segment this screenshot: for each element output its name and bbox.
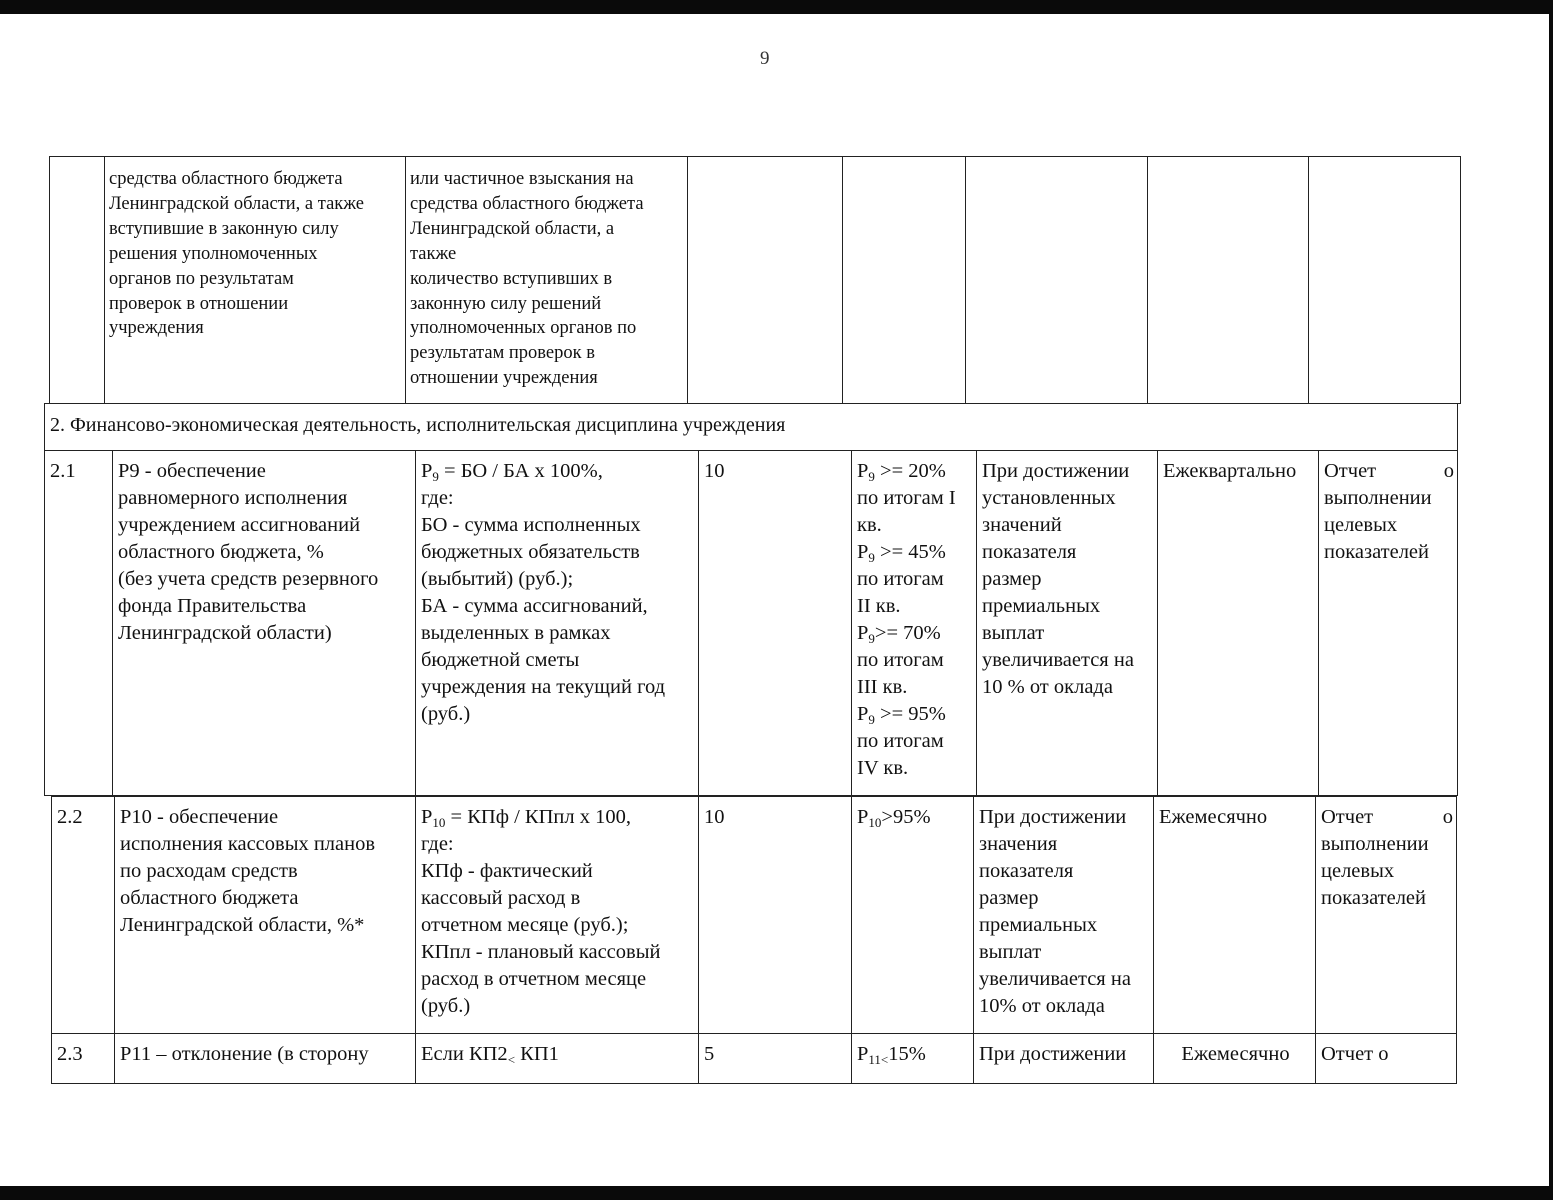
row-number: 2.3 [57, 1043, 83, 1065]
section-title: 2. Финансово-экономическая деятельность, исполнительская дисциплина учреждения [50, 414, 786, 436]
cell-weight [699, 797, 852, 1034]
target-values: $Р_{10}>95\%$ [857, 806, 931, 830]
section-title-cell [45, 404, 1458, 451]
cell-indicator [115, 797, 416, 1034]
cell-indicator [113, 451, 416, 796]
scan-border-right [1549, 14, 1553, 1186]
cell-report [1309, 157, 1461, 404]
page-number: 9 [760, 48, 770, 69]
cell-target [852, 1034, 974, 1084]
cell-formula [416, 1034, 699, 1084]
continuation-table [49, 156, 1461, 404]
weight-value: 5 [704, 1043, 715, 1065]
cell-report [1316, 797, 1457, 1034]
table-row [52, 797, 1457, 1034]
cell-indicator [105, 157, 406, 404]
cell-target [852, 451, 977, 796]
target-values: $Р_9 >= 20\%$ по итогам I кв. $Р_9 >= 45\%$ по итогам II кв. $Р_9>= 70\%$ по итогам III кв. $Р_9 >= 95\%$ по итогам IV кв. [857, 460, 956, 779]
cell-formula [416, 797, 699, 1034]
indicator-text: Р10 - обеспечение исполнения кассовых планов по расходам средств областного бюджета Ленинградской области, %* [120, 806, 376, 936]
scan-border-bottom [0, 1186, 1553, 1200]
frequency-text: Ежемесячно [1159, 806, 1268, 828]
report-text: Отчет о [1321, 1043, 1389, 1065]
frequency-text: Ежемесячно [1181, 1043, 1290, 1065]
cell-report [1319, 451, 1458, 796]
weight-value: 10 [704, 460, 725, 482]
indicator-text: Р9 - обеспечение равномерного исполнения учреждением ассигнований областного бюджета, % (без учета средств резервного фонда Правительства Ленинградской области) [118, 460, 379, 644]
table-row [45, 451, 1458, 796]
cell-target [852, 797, 974, 1034]
target-values: $Р_{11<}15\%$ [857, 1043, 926, 1067]
cell-weight [699, 451, 852, 796]
table-row [52, 1034, 1457, 1084]
continuation-row [50, 157, 1461, 404]
row-number: 2.1 [50, 460, 76, 482]
scan-border-top [0, 0, 1553, 14]
condition-text: При достижении [979, 1043, 1127, 1065]
report-text: Отчет о выполнении целевых показателей [1324, 460, 1454, 563]
cell-number [50, 157, 105, 404]
cell-condition [974, 797, 1154, 1034]
cell-weight [699, 1034, 852, 1084]
cell-condition [966, 157, 1148, 404]
condition-text: При достижении значения показателя размер премиальных выплат увеличивается на 10% от оклада [979, 806, 1131, 1017]
frequency-text: Ежеквартально [1163, 460, 1297, 482]
row-number: 2.2 [57, 806, 83, 828]
cell-report [1316, 1034, 1457, 1084]
cell-number [52, 1034, 115, 1084]
cell-number [45, 451, 113, 796]
cell-condition [974, 1034, 1154, 1084]
cell-frequency [1154, 797, 1316, 1034]
condition-text: При достижении установленных значений показателя размер премиальных выплат увеличивается на 10 % от оклада [982, 460, 1134, 698]
section-header-table [44, 403, 1458, 451]
cell-weight [688, 157, 843, 404]
cell-formula [416, 451, 699, 796]
formula-text: $Р_9$ = БО / БА х 100%, где: БО - сумма исполненных бюджетных обязательств (выбытий) (руб.); БА - сумма ассигнований, выделенных в рамках бюджетной сметы учреждения на текущий год (руб.) [421, 460, 666, 725]
cell-frequency [1158, 451, 1319, 796]
weight-value: 10 [704, 806, 725, 828]
formula-text: Если $КП2_<$ КП1 [421, 1043, 559, 1067]
cell-formula [406, 157, 688, 404]
cell-number [52, 797, 115, 1034]
formula-text: $Р_{10}$ = КПф / КПпл х 100, где: КПф - фактический кассовый расход в отчетном месяце (руб.); КПпл - плановый кассовый расход в отчетном месяце (руб.) [421, 806, 661, 1017]
cell-condition [977, 451, 1158, 796]
report-text: Отчет о выполнении целевых показателей [1321, 806, 1453, 909]
indicator-rows-table [51, 796, 1457, 1084]
cell-frequency [1154, 1034, 1316, 1084]
formula-text: или частичное взыскания на средства областного бюджета Ленинградской области, а также количество вступивших в законную силу решений уполномоченных органов по результатам проверок в отношении учреждения [410, 169, 644, 389]
indicator-text: средства областного бюджета Ленинградской области, а также вступившие в законную силу решения уполномоченных органов по результатам проверок в отношении учреждения [109, 169, 365, 339]
cell-frequency [1148, 157, 1309, 404]
indicator-row-table [44, 450, 1458, 796]
indicator-text: Р11 – отклонение (в сторону [120, 1043, 369, 1065]
cell-target [843, 157, 966, 404]
cell-indicator [115, 1034, 416, 1084]
